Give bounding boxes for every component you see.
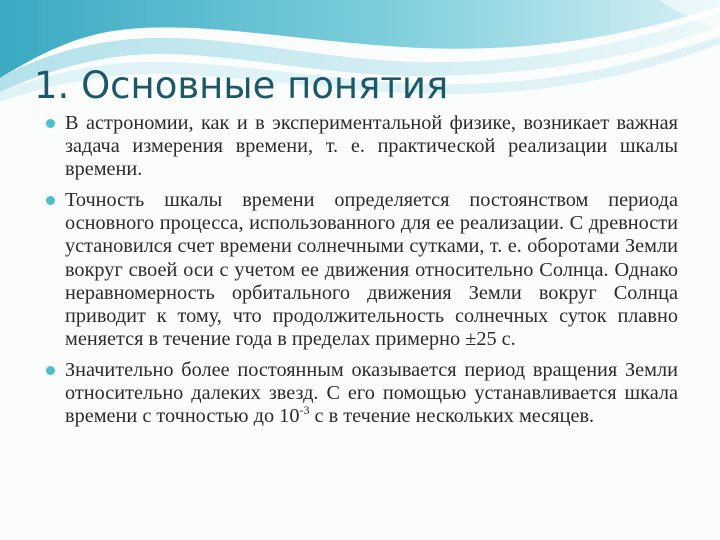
bullet-text-part: с в течение нескольких месяцев.	[309, 405, 595, 428]
bullet-text: В астрономии, как и в экспериментальной физике, возникает важная задача измерения времени, т. е. практической реализации шкалы времени.	[65, 112, 678, 181]
bullet-item	[44, 112, 678, 181]
bullet-item	[44, 359, 678, 428]
bullet-text	[65, 359, 678, 428]
bullet-dot-icon	[46, 119, 55, 128]
slide-title: 1. Основные понятия	[34, 64, 449, 107]
bullet-list	[44, 112, 678, 436]
bullet-dot-icon	[46, 196, 55, 205]
bullet-text-part: Значительно более постоянным оказывается период вращения Земли относительно далеких звезд. С его помощью устанавливается шкала времени с точностью до 10	[65, 358, 678, 428]
bullet-text: Точность шкалы времени определяется постоянством периода основного процесса, использованного для ее реализации. С древности установился счет времени солнечными сутками, т. е. оборотами Земли вокруг своей оси с учетом ее движения относительно Солнца. Однако неравномерность орбитального движения Земли вокруг Солнца приводит к тому, что продолжительность солнечных суток плавно меняется в течение года в пределах примерно ±25 с.	[65, 189, 678, 350]
exponent: -3	[299, 403, 310, 418]
bullet-dot-icon	[46, 366, 55, 375]
bullet-item	[44, 189, 678, 351]
